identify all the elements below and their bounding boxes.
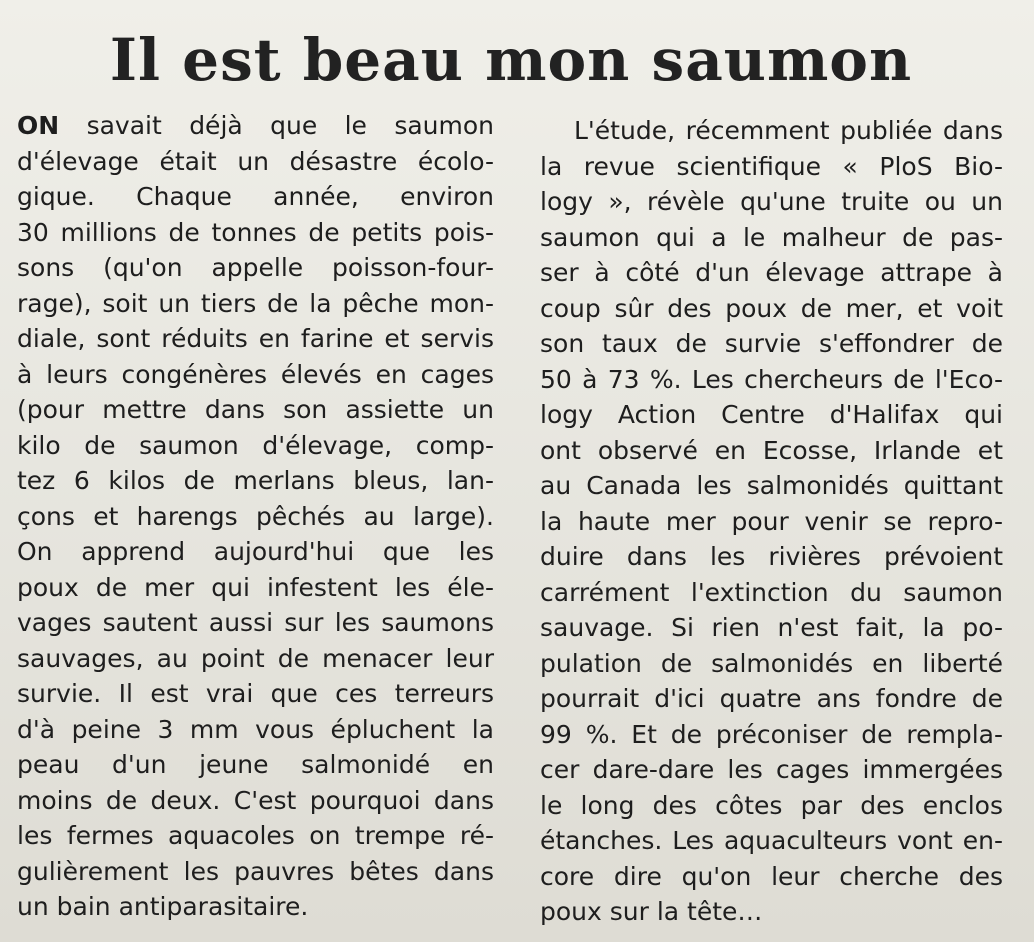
text-line: sons (qu'on appelle poisson-four- [17, 253, 494, 282]
text-line: tez 6 kilos de merlans bleus, lan- [17, 466, 494, 495]
text-line: kilo de saumon d'élevage, comp- [17, 430, 494, 460]
text-line: L'étude, récemment publiée dans [574, 116, 1003, 145]
text-line: coup sûr des poux de mer, et voit [540, 293, 1003, 323]
text-line: pulation de salmonidés en liberté [540, 648, 1003, 678]
text-line: On apprend aujourd'hui que les [17, 537, 494, 566]
text-line: poux sur la tête… [540, 897, 763, 926]
text-line: ser à côté d'un élevage attrape à [540, 258, 1003, 287]
text-line: d'à peine 3 mm vous épluchent la [17, 714, 494, 744]
text-line: logy », révèle qu'une truite ou un [540, 187, 1003, 216]
text-line: core dire qu'on leur cherche des [540, 861, 1003, 891]
text-line: ont observé en Ecosse, Irlande et [540, 435, 1003, 465]
text-line: au Canada les salmonidés quittant [540, 471, 1003, 500]
text-line: (pour mettre dans son assiette un [17, 395, 494, 424]
text-line: cer dare-dare les cages immergées [540, 755, 1003, 784]
article-left-column [17, 108, 494, 925]
text-line: çons et harengs pêchés au large). [17, 501, 494, 531]
text-line: étanches. Les aquaculteurs vont en- [540, 826, 1003, 855]
article-headline: Il est beau mon saumon [109, 26, 913, 94]
text-line: la revue scientifique « PloS Bio- [540, 151, 1003, 181]
text-line: pourrait d'ici quatre ans fondre de [540, 684, 1003, 713]
text-line [17, 108, 494, 144]
text-line: la haute mer pour venir se repro- [540, 506, 1003, 536]
text-line: 30 millions de tonnes de petits pois- [17, 217, 494, 247]
text-line: son taux de survie s'effondrer de [540, 329, 1003, 358]
text-line: rage), soit un tiers de la pêche mon- [17, 288, 494, 318]
text-line: sauvages, au point de menacer leur [17, 643, 494, 673]
text-line: le long des côtes par des enclos [540, 790, 1003, 820]
text-line: gique. Chaque année, environ [17, 182, 494, 211]
text-line: gulièrement les pauvres bêtes dans [17, 856, 494, 886]
text-line: diale, sont réduits en farine et servis [17, 324, 494, 353]
lead-word: ON [17, 111, 60, 140]
text-line: peau d'un jeune salmonidé en [17, 750, 494, 779]
text-line: les fermes aquacoles on trempe ré- [17, 821, 494, 850]
text-line: un bain antiparasitaire. [17, 892, 309, 921]
text-line: saumon qui a le malheur de pas- [540, 222, 1003, 252]
text-line: d'élevage était un désastre écolo- [17, 146, 494, 176]
text-line-content: savait déjà que le saumon [59, 111, 494, 140]
text-line: sauvage. Si rien n'est fait, la po- [540, 613, 1003, 642]
text-line: 50 à 73 %. Les chercheurs de l'Eco- [540, 364, 1003, 394]
text-line: à leurs congénères élevés en cages [17, 359, 494, 389]
text-line: logy Action Centre d'Halifax qui [540, 400, 1003, 429]
text-line: poux de mer qui infestent les éle- [17, 572, 494, 602]
text-line: survie. Il est vrai que ces terreurs [17, 679, 494, 708]
text-line: duire dans les rivières prévoient [540, 542, 1003, 571]
text-line: vages sautent aussi sur les saumons [17, 608, 494, 637]
text-line: 99 %. Et de préconiser de rempla- [540, 719, 1003, 749]
text-line: moins de deux. C'est pourquoi dans [17, 785, 494, 815]
article-right-column [540, 113, 1003, 930]
text-line: carrément l'extinction du saumon [540, 577, 1003, 607]
